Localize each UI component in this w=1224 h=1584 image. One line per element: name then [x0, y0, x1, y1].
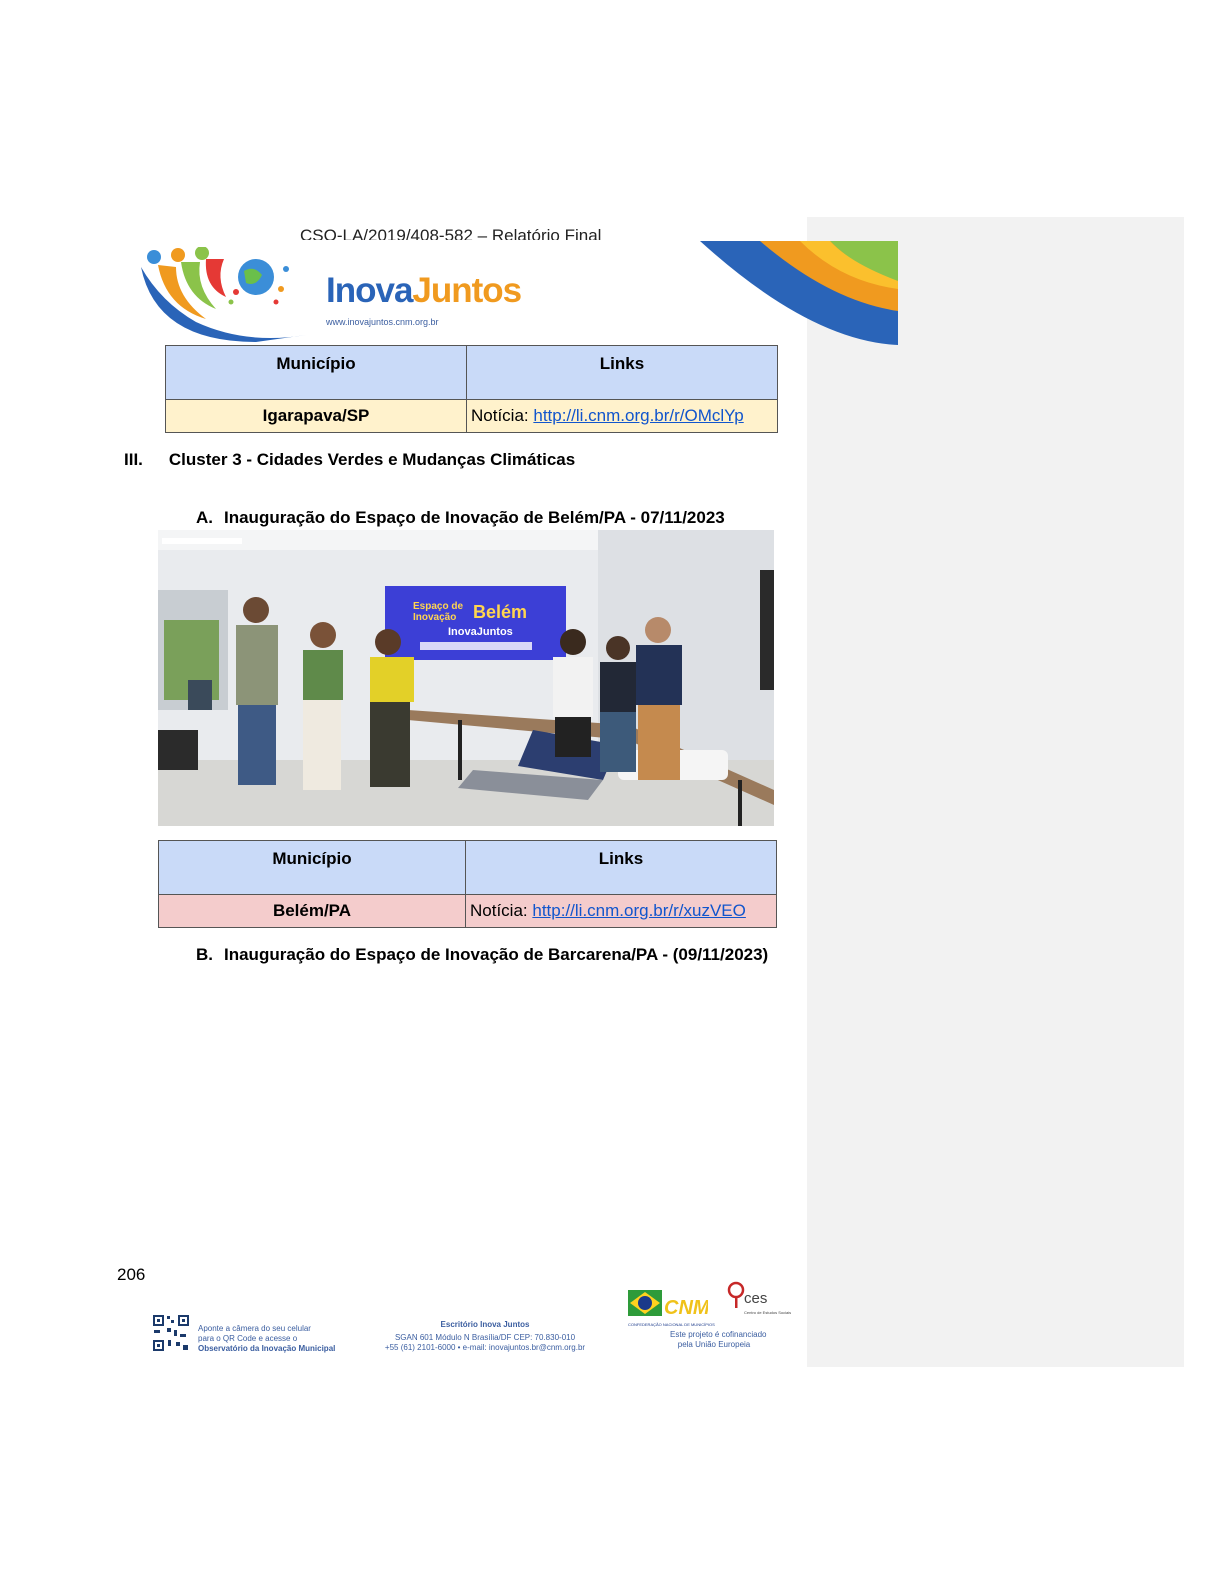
office-contact: Escritório Inova Juntos SGAN 601 Módulo N Brasília/DF CEP: 70.830-010 +55 (61) 2101-6000 • e-mail: inovajuntos.br@cnm.org.br	[384, 1320, 586, 1352]
table-header-links: Links	[466, 841, 777, 895]
event-photo	[158, 530, 774, 826]
links-table-belem	[158, 840, 777, 928]
banner-city: Belém	[473, 602, 528, 622]
table-cell-link: Notícia: http://li.cnm.org.br/r/OMclYp	[467, 400, 778, 433]
qr-caption: Aponte a câmera do seu celular para o QR Code e acesse o Observatório da Inovação Municipal	[198, 1324, 336, 1353]
table-cell-municipio: Igarapava/SP	[166, 400, 467, 433]
cnm-flag-icon	[628, 1286, 708, 1324]
banner-line1: Espaço de	[413, 601, 464, 612]
banner-brand: InovaJuntos	[448, 626, 513, 638]
cnm-logo: CNM CONFEDERAÇÃO NACIONAL DE MUNICÍPIOS	[628, 1286, 708, 1329]
corner-swoosh-graphic	[700, 241, 898, 345]
table-header-municipio: Município	[159, 841, 466, 895]
links-table-igarapava	[165, 345, 778, 433]
logo-wordmark: InovaJuntos	[326, 271, 522, 310]
news-link[interactable]: http://li.cnm.org.br/r/OMclYp	[533, 406, 744, 425]
qr-code-icon	[152, 1314, 190, 1352]
page-footer	[150, 1280, 810, 1360]
subsection-heading-a: A. Inauguração do Espaço de Inovação de Belém/PA - 07/11/2023	[196, 508, 725, 527]
logo-emblem-icon	[136, 247, 311, 347]
table-row	[166, 400, 778, 433]
table-header-links: Links	[467, 346, 778, 400]
logo-url: www.inovajuntos.cnm.org.br	[326, 317, 439, 327]
table-header-municipio: Município	[166, 346, 467, 400]
table-cell-municipio: Belém/PA	[159, 895, 466, 928]
table-row	[159, 895, 777, 928]
ces-logo: ces Centro de Estudos Sociais	[724, 1280, 754, 1317]
running-header: CSO-LA/2019/408-582 – Relatório Final	[300, 226, 602, 240]
page-number: 206	[117, 1265, 146, 1284]
section-heading-cluster3: III. Cluster 3 - Cidades Verdes e Mudanças Climáticas	[124, 450, 576, 469]
inovajuntos-logo	[136, 247, 566, 347]
news-link[interactable]: http://li.cnm.org.br/r/xuzVEO	[532, 901, 746, 920]
banner-line2: Inovação	[413, 612, 457, 623]
comment-margin-pane	[807, 217, 1184, 1367]
subsection-heading-b: B. Inauguração do Espaço de Inovação de Barcarena/PA - (09/11/2023)	[196, 945, 769, 964]
svg-text:CNM: CNM	[664, 1297, 708, 1319]
eu-funding-note: Este projeto é cofinanciado pela União Europeia	[670, 1330, 767, 1349]
table-cell-link: Notícia: http://li.cnm.org.br/r/xuzVEO	[466, 895, 777, 928]
